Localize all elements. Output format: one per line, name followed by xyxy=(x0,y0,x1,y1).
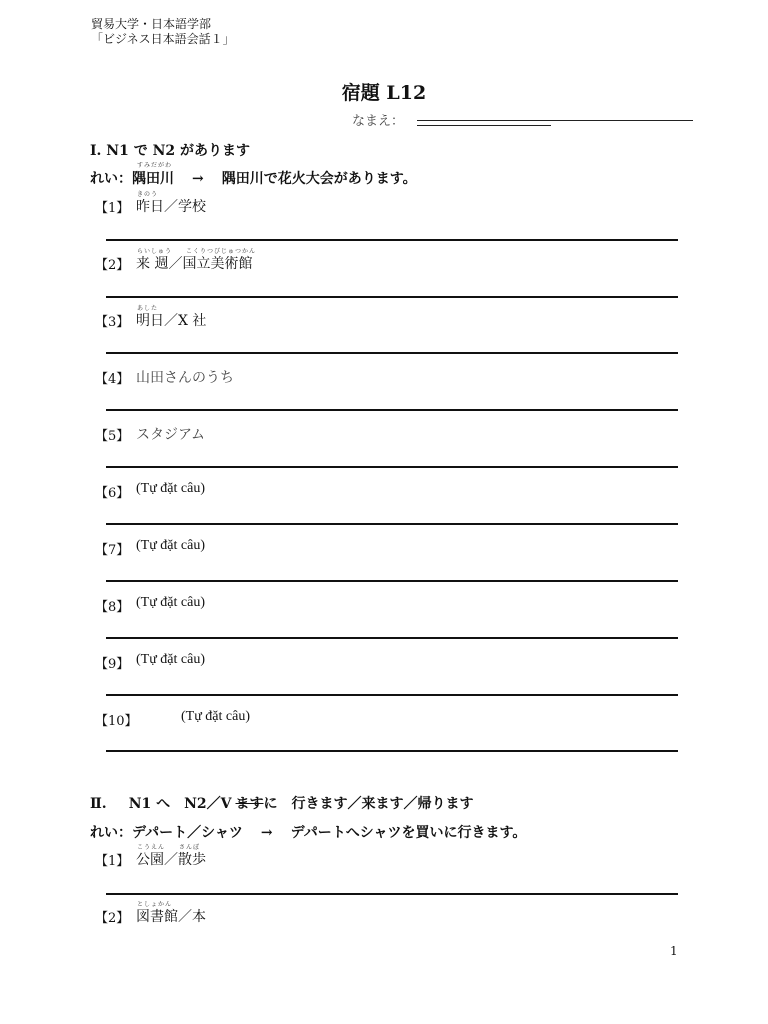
answer-line[interactable] xyxy=(106,352,678,354)
section1-heading: I. N1 で N2 があります xyxy=(90,143,250,159)
name-field-line[interactable] xyxy=(417,120,693,121)
item-prompt: 山田さんのうち xyxy=(136,370,234,386)
item-number: 【6】 xyxy=(95,486,130,501)
item-prompt: (Tự đặt câu) xyxy=(136,652,205,667)
item-number: 【1】 xyxy=(95,201,130,216)
example1-answer: 隅田川で花火大会があります。 xyxy=(221,171,417,187)
item-number: 【1】 xyxy=(95,854,130,869)
answer-line[interactable] xyxy=(106,893,678,895)
example2 xyxy=(90,822,526,842)
example2-answer: デパートへシャツを買いに行きます。 xyxy=(290,825,527,841)
course-name: 「ビジネス日本語会話１」 xyxy=(91,32,235,46)
answer-line[interactable] xyxy=(106,580,678,582)
item-number: 【8】 xyxy=(95,600,130,615)
example1 xyxy=(90,168,417,188)
section2-heading-part2: に 行きます／来ます／帰ります xyxy=(263,796,474,812)
section2-heading-part1: N1 へ N2／V xyxy=(128,796,232,812)
school-name: 貿易大学・日本語学部 xyxy=(91,17,212,31)
example1-ruby: すみだがわ xyxy=(137,162,173,169)
answer-line[interactable] xyxy=(106,523,678,525)
example2-prefix: れい： xyxy=(90,825,132,841)
item-prompt: 来 週／国立美術館 xyxy=(136,256,253,272)
example1-prefix: れい： xyxy=(90,171,132,187)
item-prompt: (Tự đặt câu) xyxy=(136,538,205,553)
answer-line[interactable] xyxy=(106,239,678,241)
item-number: 【10】 xyxy=(95,714,138,729)
item-ruby: としょかん xyxy=(137,901,173,908)
section2-marker: Ⅱ. xyxy=(90,796,107,812)
item-number: 【4】 xyxy=(95,372,130,387)
name-label: なまえ： xyxy=(352,114,405,129)
item-ruby: らいしゅう こくりつびじゅつかん xyxy=(137,248,257,255)
item-prompt: 図書館／本 xyxy=(136,909,206,925)
answer-line[interactable] xyxy=(106,750,678,752)
item-ruby: きのう xyxy=(137,191,159,198)
name-field-underline xyxy=(417,125,551,126)
section2-heading xyxy=(90,793,474,813)
arrow-icon: → xyxy=(260,825,273,841)
item-number: 【7】 xyxy=(95,543,130,558)
arrow-icon: → xyxy=(192,171,204,187)
section2-struck-masu: ます xyxy=(235,796,264,812)
item-prompt: 明日／X 社 xyxy=(136,313,207,329)
item-number: 【5】 xyxy=(95,429,130,444)
answer-line[interactable] xyxy=(106,409,678,411)
answer-line[interactable] xyxy=(106,637,678,639)
example1-word: 隅田川 xyxy=(132,171,174,187)
answer-line[interactable] xyxy=(106,694,678,696)
answer-line[interactable] xyxy=(106,466,678,468)
item-prompt: 公園／散歩 xyxy=(136,852,206,868)
item-prompt: (Tự đặt câu) xyxy=(136,595,205,610)
page-number: 1 xyxy=(670,944,678,958)
page-title: 宿題 L12 xyxy=(341,82,427,104)
item-prompt: (Tự đặt câu) xyxy=(136,481,205,496)
item-ruby: こうえん さんぽ xyxy=(137,844,201,851)
example2-word: デパート／シャツ xyxy=(132,825,243,841)
item-prompt: スタジアム xyxy=(136,427,206,443)
item-number: 【3】 xyxy=(95,315,130,330)
answer-line[interactable] xyxy=(106,296,678,298)
item-prompt: (Tự đặt câu) xyxy=(181,709,250,724)
item-number: 【2】 xyxy=(95,258,130,273)
item-number: 【2】 xyxy=(95,911,130,926)
item-prompt: 昨日／学校 xyxy=(136,199,206,215)
item-number: 【9】 xyxy=(95,657,130,672)
item-ruby: あした xyxy=(137,305,159,312)
